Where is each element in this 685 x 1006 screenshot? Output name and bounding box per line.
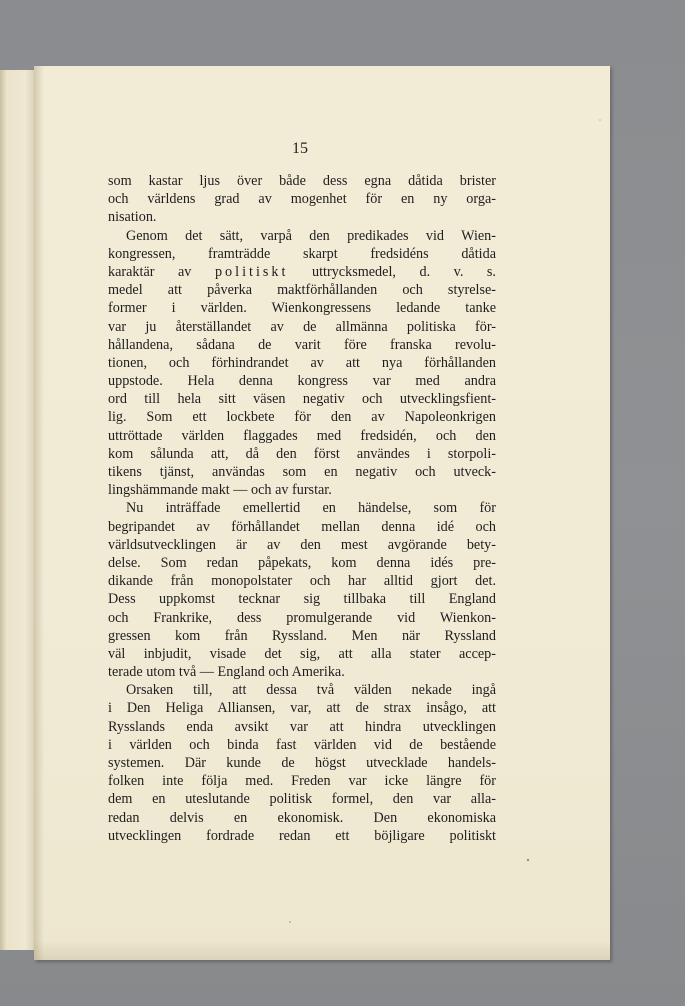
text-line: Rysslands enda avsikt var att hindra utvecklingen: [108, 718, 496, 735]
text-line: tionen, och förhindrandet av att nya förhållanden: [108, 354, 496, 371]
text-line: lingshämmande makt — och av furstar.: [108, 482, 332, 499]
text-line: begripandet av förhållandet mellan denna idé och: [108, 518, 496, 535]
text-line: redan delvis en ekonomisk. Den ekonomiska: [108, 809, 496, 826]
text-line: kongressen, framträdde skarpt fredsidéns dåtida: [108, 245, 496, 262]
text-line: terade utom två — England och Amerika.: [108, 664, 345, 681]
text-line: hållandena, sådana de varit före franska revolu-: [108, 336, 496, 353]
text-line: systemen. Där kunde de högst utvecklade handels-: [108, 755, 496, 771]
emphasized-word: politiskt: [214, 263, 289, 280]
text-line: ord till hela sitt väsen negativ och utvecklingsfient-: [108, 391, 496, 408]
text-line: och Frankrike, dess promulgerande vid Wienkon-: [108, 609, 496, 626]
text-line: tikens tjänst, användas som en negativ och utveck-: [108, 464, 496, 480]
text-line: Orsaken till, att dessa två välden nekade ingå: [126, 682, 496, 699]
text-line: och världens grad av mogenhet för en ny orga-: [108, 191, 496, 208]
text-line: Genom det sätt, varpå den predikades vid Wien-: [126, 227, 496, 244]
text-line: delse. Som redan påpekats, kom denna idés pre-: [108, 554, 496, 571]
text-line: i världen och binda fast världen vid de bestående: [108, 736, 496, 753]
text-line: i Den Heliga Alliansen, var, att de strax insågo, att: [108, 700, 496, 717]
text-line: former i världen. Wienkongressens ledande tanke: [108, 300, 496, 317]
text-line: folken inte följa med. Freden var icke längre för: [108, 773, 496, 790]
text-line: världsutvecklingen är av den mest avgörande bety-: [108, 536, 496, 553]
text-line: uttröttade världen flaggades med fredsidén, och den: [108, 427, 496, 444]
text-line: utvecklingen fordrade redan ett böjligare politiskt: [108, 827, 496, 844]
text-line: väl inbjudit, visade det sig, att alla stater accep-: [108, 645, 496, 662]
text-line: karaktär av politiskt uttrycksmedel, d. v. s.: [108, 263, 496, 280]
text-line: dem en uteslutande politisk formel, den var alla-: [108, 791, 496, 808]
text-line: nisation.: [108, 209, 157, 226]
text-line: uppstode. Hela denna kongress var med andra: [108, 373, 496, 390]
text-line: lig. Som ett lockbete för den av Napoleonkrigen: [108, 409, 496, 426]
text-line: som kastar ljus över både dess egna dåtida brister: [108, 173, 496, 189]
text-line: Dess uppkomst tecknar sig tillbaka till England: [108, 591, 496, 608]
text-line: var ju återställandet av de allmänna politiska för-: [108, 318, 496, 335]
text-line: Nu inträffade emellertid en händelse, som för: [126, 500, 496, 517]
text-line: medel att påverka maktförhållanden och styrelse-: [108, 282, 496, 299]
text-line: dikande från monopolstater och har alltid gjort det.: [108, 573, 496, 590]
page-number: 15: [292, 140, 308, 157]
text-line: gressen kom från Ryssland. Men när Ryssland: [108, 627, 496, 644]
body-text: [108, 172, 496, 845]
text-line: kom sålunda att, då den först användes i storpoli-: [108, 445, 496, 462]
